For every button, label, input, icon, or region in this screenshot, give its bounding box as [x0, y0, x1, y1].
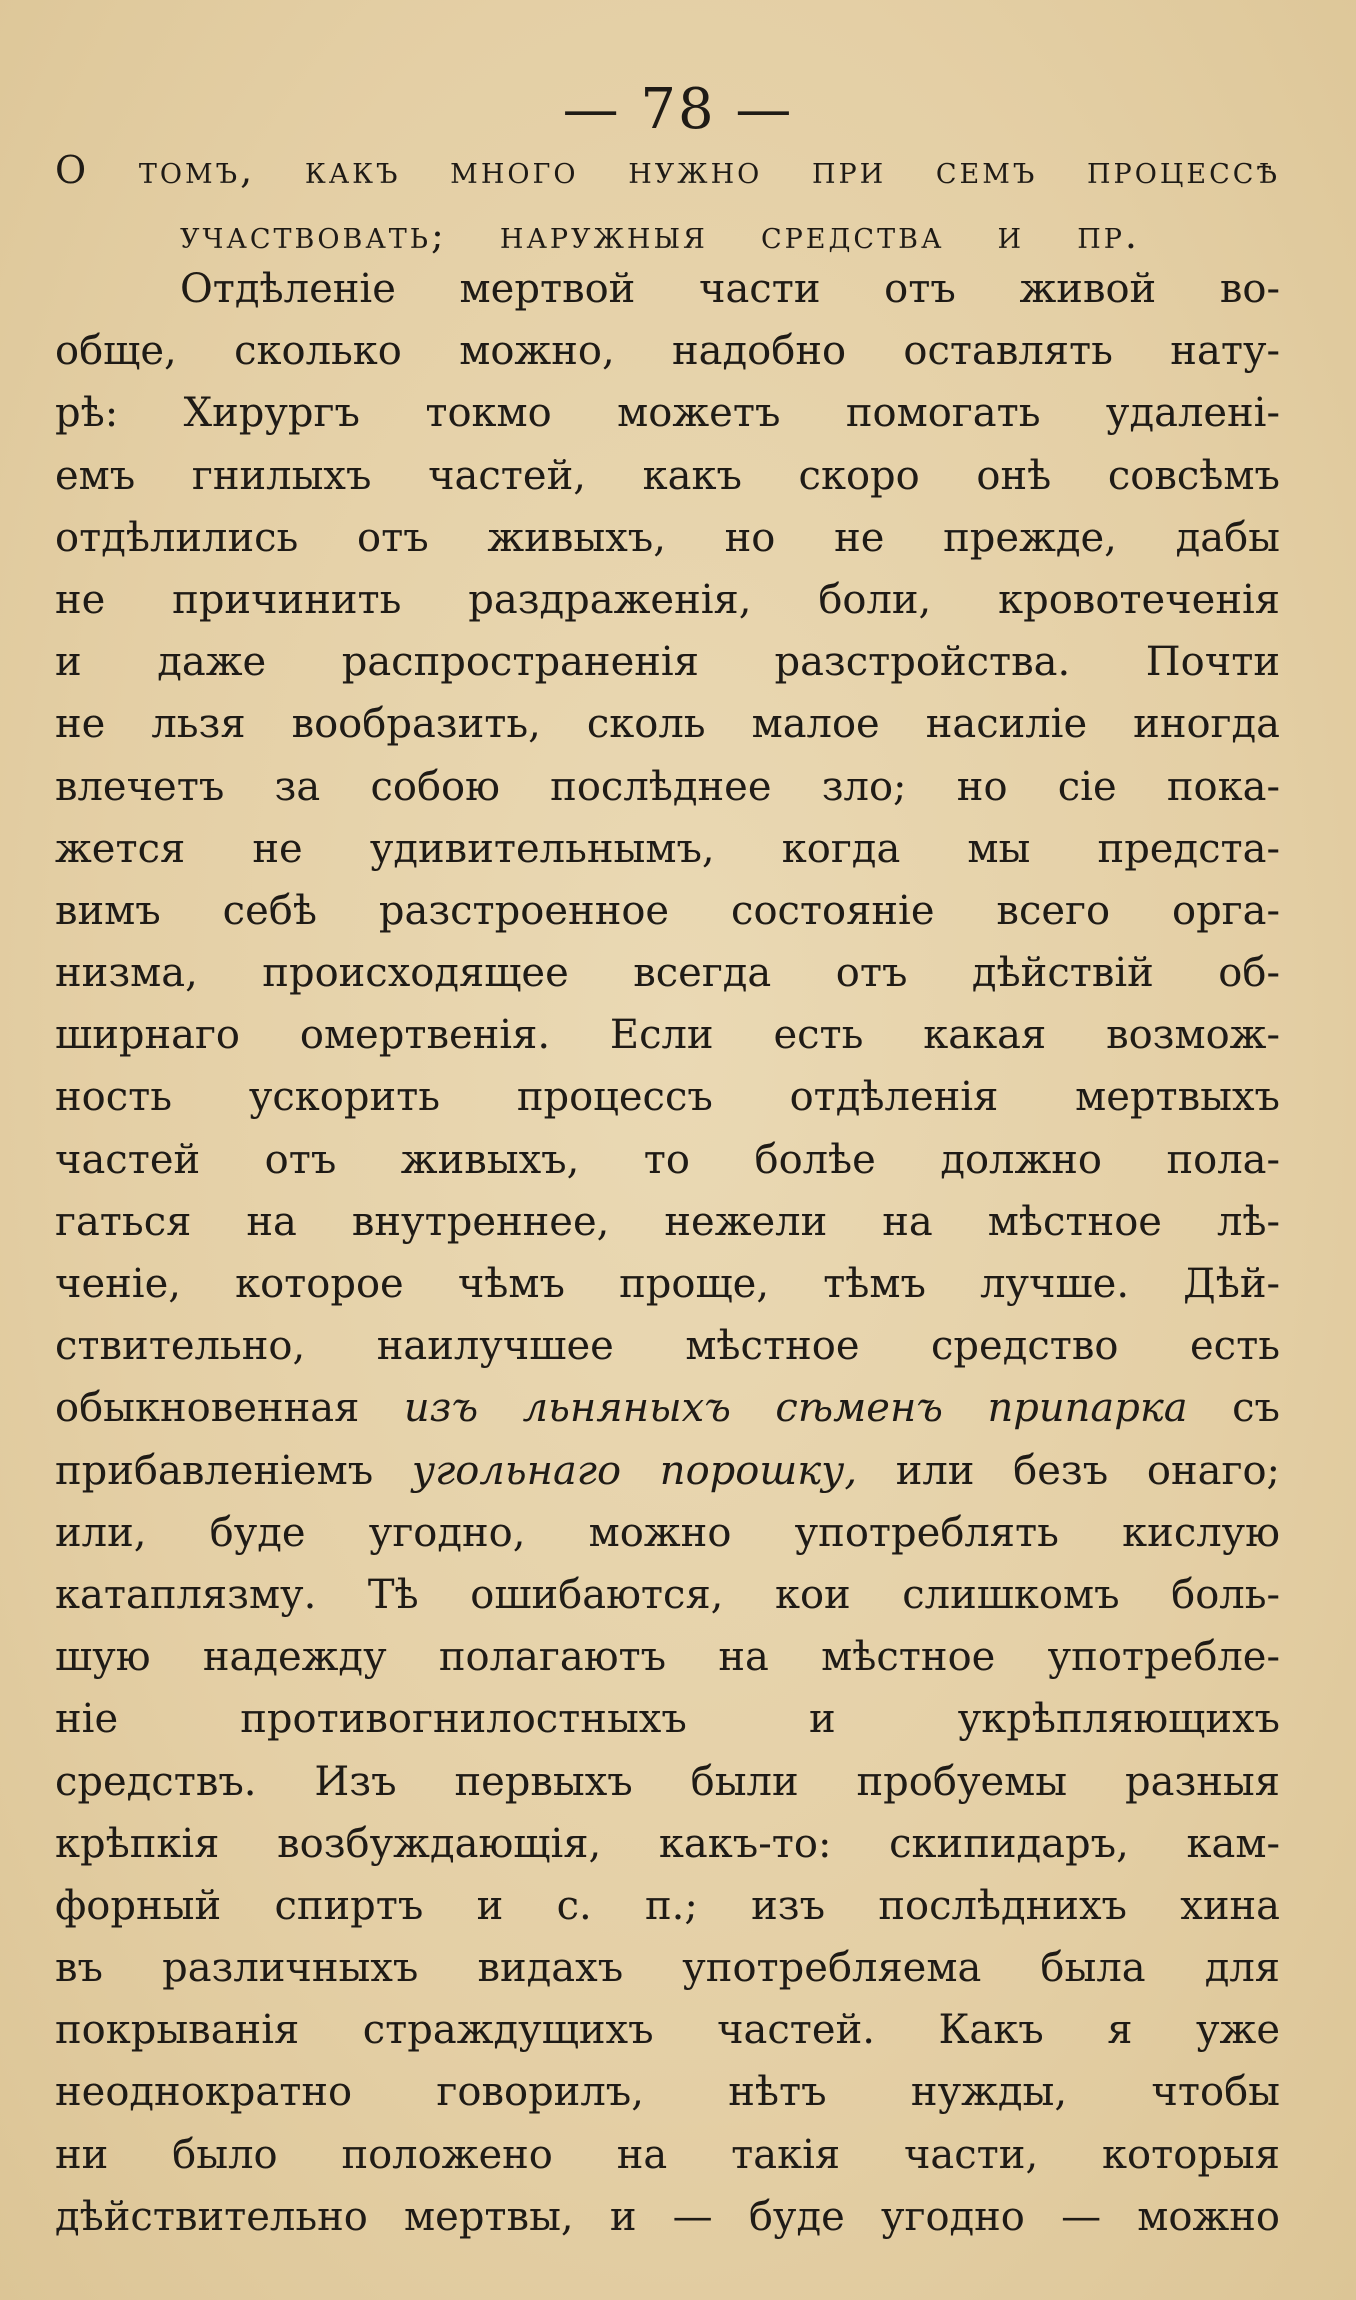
- text-line: [55, 1191, 1280, 1253]
- text-segment: вимъ себѣ разстроенное состоянiе всего орга-: [55, 887, 1280, 934]
- text-segment: обыкновенная: [55, 1385, 404, 1432]
- text-line: [55, 1004, 1280, 1066]
- text-line: [55, 1688, 1280, 1750]
- text-segment: неоднократно говорилъ, нѣтъ нужды, чтобы: [55, 2069, 1280, 2116]
- text-line: [55, 569, 1280, 631]
- text-segment: средствъ. Изъ первыхъ были пробуемы разныя: [55, 1758, 1280, 1805]
- text-line: [55, 320, 1280, 382]
- text-segment: покрыванiя страждущихъ частей. Какъ я уже: [55, 2007, 1280, 2054]
- text-segment: жется не удивительнымъ, когда мы предста-: [55, 825, 1280, 872]
- text-segment: нie противогнилостныхъ и укрѣпляющихъ: [55, 1696, 1280, 1743]
- text-segment: влечетъ за собою послѣднее зло; но сie пока-: [55, 763, 1280, 810]
- text-segment: въ различныхъ видахъ употребляема была для: [55, 1945, 1280, 1992]
- text-line: [55, 1440, 1280, 1502]
- text-line: [55, 1564, 1280, 1626]
- text-segment: рѣ: Хирургъ токмо можетъ помогать удаленi-: [55, 390, 1280, 437]
- text-segment: низма, происходящее всегда отъ дѣйствiй об-: [55, 950, 1280, 997]
- text-segment: или, буде угодно, можно употреблять кислую: [55, 1509, 1280, 1556]
- text-line: [55, 382, 1280, 444]
- text-segment: частей отъ живыхъ, то болѣе должно пола-: [55, 1136, 1280, 1183]
- text-line: [55, 942, 1280, 1004]
- text-line: [55, 756, 1280, 818]
- text-segment: съ: [1187, 1385, 1280, 1432]
- text-line: [55, 1751, 1280, 1813]
- italic-phrase: угольнаго порошку,: [411, 1447, 858, 1494]
- text-line: [55, 507, 1280, 569]
- text-line: [55, 1377, 1280, 1439]
- text-segment: прибавленiемъ: [55, 1447, 412, 1494]
- text-segment: не льзя вообразить, сколь малое насилiе иногда: [55, 701, 1280, 748]
- text-line: [55, 1066, 1280, 1128]
- text-line: [55, 2186, 1280, 2248]
- text-line: [55, 631, 1280, 693]
- text-line: [55, 1129, 1280, 1191]
- text-segment: ширнаго омертвенiя. Если есть какая возмож-: [55, 1012, 1280, 1059]
- text-segment: дѣйствительно мертвы, и — буде угодно — можно: [55, 2193, 1280, 2240]
- text-line: [55, 2124, 1280, 2186]
- text-segment: крѣпкiя возбуждающiя, какъ-то: скипидаръ, кам-: [55, 1820, 1280, 1867]
- text-line: [55, 818, 1280, 880]
- text-line: [55, 1937, 1280, 1999]
- text-segment: отдѣлились отъ живыхъ, но не прежде, дабы: [55, 514, 1280, 561]
- text-line: [55, 1813, 1280, 1875]
- text-segment: обще, сколько можно, надобно оставлять нату-: [55, 328, 1280, 375]
- text-segment: катаплязму. Тѣ ошибаются, кои слишкомъ боль-: [55, 1571, 1280, 1618]
- text-segment: шую надежду полагаютъ на мѣстное употребле-: [55, 1634, 1280, 1681]
- text-segment: форный спиртъ и с. п.; изъ послѣднихъ хина: [55, 1882, 1280, 1929]
- text-line: [55, 693, 1280, 755]
- text-line: [55, 445, 1280, 507]
- text-line: [55, 1999, 1280, 2061]
- text-line: [55, 1253, 1280, 1315]
- text-line: [55, 2061, 1280, 2123]
- text-line: [55, 1626, 1280, 1688]
- text-segment: емъ гнилыхъ частей, какъ скоро онѣ совсѣмъ: [55, 452, 1280, 499]
- text-segment: ствительно, наилучшее мѣстное средство есть: [55, 1323, 1280, 1370]
- text-segment: или безъ онаго;: [857, 1447, 1280, 1494]
- text-segment: ность ускорить процессъ отдѣленiя мертвыхъ: [55, 1074, 1280, 1121]
- page-number: — 78 —: [562, 77, 794, 142]
- text-segment: Отдѣленіе мертвой части отъ живой во-: [180, 266, 1280, 312]
- italic-phrase: изъ льняныхъ сѣменъ припарка: [403, 1385, 1188, 1432]
- text-segment: и даже распространенiя разстройства. Почти: [55, 639, 1280, 686]
- text-line: [55, 258, 1280, 320]
- section-heading-line-1: О томъ, какъ много нужно при семъ процессѣ: [55, 148, 1280, 192]
- text-segment: ни было положено на такiя части, которыя: [55, 2131, 1280, 2178]
- text-line: [55, 880, 1280, 942]
- section-heading-line-2: участвовать; наружныя средства и пр.: [180, 213, 1140, 257]
- text-segment: не причинить раздраженiя, боли, кровотеченiя: [55, 576, 1280, 623]
- text-line: [55, 1502, 1280, 1564]
- text-line: [55, 1315, 1280, 1377]
- body-paragraph: [55, 258, 1280, 2248]
- text-segment: гаться на внутреннее, нежели на мѣстное лѣ-: [55, 1198, 1280, 1245]
- text-line: [55, 1875, 1280, 1937]
- text-segment: ченiе, которое чѣмъ проще, тѣмъ лучше. Дѣй-: [55, 1261, 1280, 1307]
